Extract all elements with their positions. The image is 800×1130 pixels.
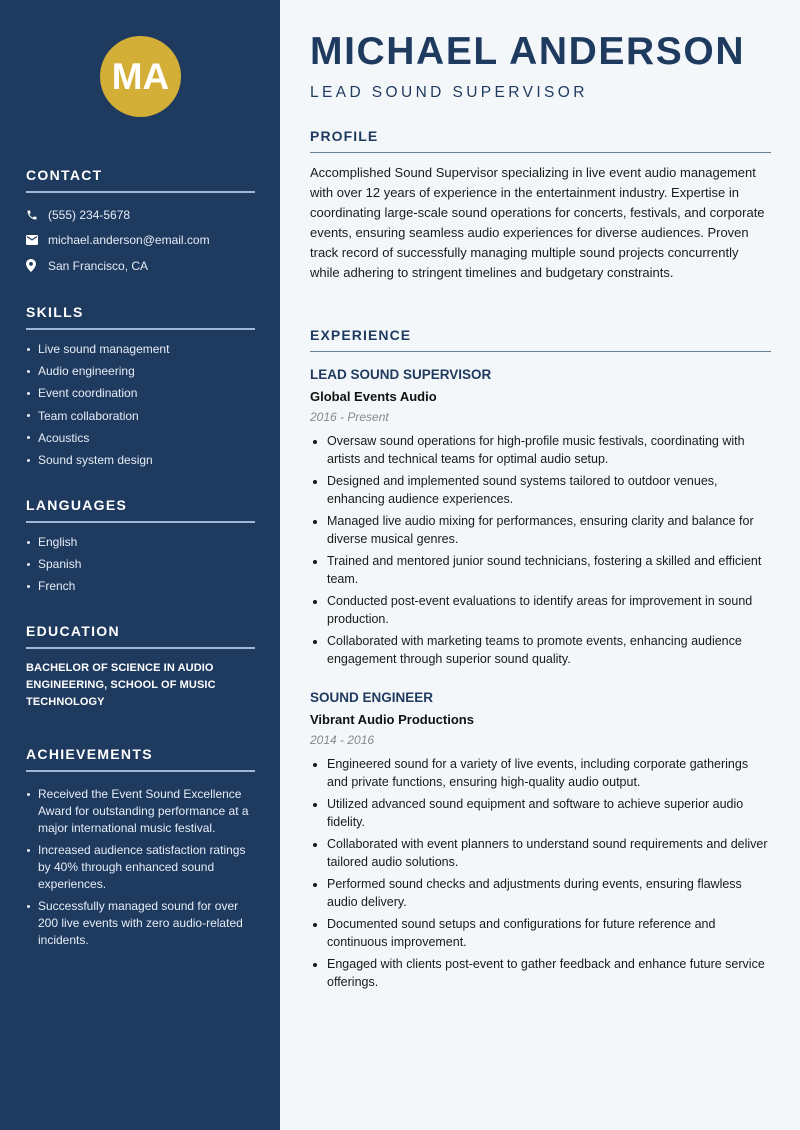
skill-item: Event coordination: [26, 382, 255, 404]
job-dates: 2014 - 2016: [310, 733, 375, 747]
languages-list: [26, 531, 255, 598]
contact-list: [26, 202, 255, 279]
profile-heading: PROFILE: [310, 128, 771, 153]
job-bullet: Engineered sound for a variety of live events, including corporate gatherings and private functions, ensuring high-quality audio output.: [310, 755, 771, 791]
experience-heading: EXPERIENCE: [310, 327, 771, 352]
skills-heading: SKILLS: [26, 304, 255, 330]
language-item: Spanish: [26, 553, 255, 575]
contact-heading: CONTACT: [26, 167, 255, 193]
languages-section: [26, 497, 255, 598]
skills-list: [26, 338, 255, 471]
achievements-list: [26, 786, 255, 949]
contact-section: [26, 167, 255, 279]
education-section: [26, 623, 255, 711]
job-title: SOUND ENGINEER: [310, 690, 434, 705]
job-bullet: Documented sound setups and configurations for future reference and continuous improvement.: [310, 915, 771, 951]
phone-text: (555) 234-5678: [48, 207, 131, 222]
job-entry: [310, 366, 771, 672]
job-company: Global Events Audio: [310, 389, 437, 404]
job-bullet: Oversaw sound operations for high-profile music festivals, coordinating with artists and technical teams for optimal audio setup.: [310, 432, 771, 468]
email-icon: [26, 235, 48, 245]
job-bullet: Performed sound checks and adjustments during events, ensuring flawless audio delivery.: [310, 875, 771, 911]
achievement-item: Increased audience satisfaction ratings by 40% through enhanced sound experiences.: [26, 842, 255, 893]
candidate-name: MICHAEL ANDERSON: [310, 30, 746, 73]
achievement-item: Successfully managed sound for over 200 live events with zero audio-related incidents.: [26, 898, 255, 949]
achievement-item: Received the Event Sound Excellence Award for outstanding performance at a major international music festival.: [26, 786, 255, 837]
contact-email: [26, 228, 255, 254]
job-bullet: Managed live audio mixing for performances, ensuring clarity and balance for diverse musical genres.: [310, 512, 771, 548]
contact-location: [26, 253, 255, 279]
job-bullet: Engaged with clients post-event to gather feedback and enhance future service offerings.: [310, 955, 771, 991]
avatar: [100, 36, 181, 117]
languages-heading: LANGUAGES: [26, 497, 255, 523]
job-bullets: [310, 432, 771, 668]
job-bullet: Conducted post-event evaluations to identify areas for improvement in sound production.: [310, 592, 771, 628]
job-bullet: Collaborated with event planners to understand sound requirements and deliver tailored audio solutions.: [310, 835, 771, 871]
contact-phone: [26, 202, 255, 228]
skill-item: Live sound management: [26, 338, 255, 360]
language-item: English: [26, 531, 255, 553]
avatar-initials: MA: [111, 55, 170, 97]
skills-section: [26, 304, 255, 471]
achievements-section: [26, 746, 255, 954]
job-dates: 2016 - Present: [310, 410, 389, 424]
achievements-heading: ACHIEVEMENTS: [26, 746, 255, 772]
job-bullet: Utilized advanced sound equipment and software to achieve superior audio fidelity.: [310, 795, 771, 831]
job-company: Vibrant Audio Productions: [310, 712, 474, 727]
candidate-role: LEAD SOUND SUPERVISOR: [310, 84, 588, 101]
skill-item: Team collaboration: [26, 405, 255, 427]
job-bullet: Designed and implemented sound systems tailored to outdoor venues, enhancing audience experiences.: [310, 472, 771, 508]
job-bullet: Trained and mentored junior sound technicians, fostering a skilled and efficient team.: [310, 552, 771, 588]
job-entry: [310, 689, 771, 995]
profile-summary: Accomplished Sound Supervisor specializing in live event audio management with over 12 years of experience in the entertainment industry. Expertise in coordinating large-scale sound operations for concerts, festivals, and corporate events, ensuring seamless audio experiences for diverse audiences. Proven track record of successfully managing multiple sound projects concurrently while adhering to stringent timelines and budgetary constraints.: [310, 165, 765, 281]
language-item: French: [26, 575, 255, 597]
education-degree: BACHELOR OF SCIENCE IN AUDIO ENGINEERING, SCHOOL OF MUSIC TECHNOLOGY: [26, 662, 216, 708]
education-heading: EDUCATION: [26, 623, 255, 649]
sidebar: [0, 0, 280, 1130]
email-link[interactable]: michael.anderson@email.com: [48, 233, 210, 248]
skill-item: Audio engineering: [26, 360, 255, 382]
location-text: San Francisco, CA: [48, 258, 149, 273]
skill-item: Acoustics: [26, 427, 255, 449]
location-pin-icon: [26, 259, 48, 272]
job-title: LEAD SOUND SUPERVISOR: [310, 367, 492, 382]
skill-item: Sound system design: [26, 449, 255, 471]
phone-icon: [26, 209, 48, 221]
job-bullet: Collaborated with marketing teams to promote events, enhancing audience engagement through superior sound quality.: [310, 632, 771, 668]
job-bullets: [310, 755, 771, 991]
